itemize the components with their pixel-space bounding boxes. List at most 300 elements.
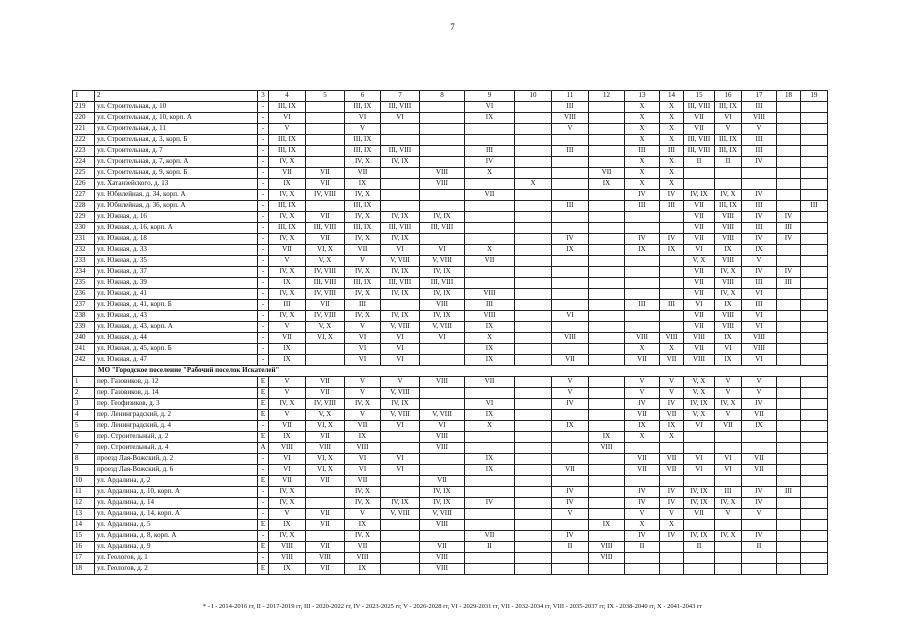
table-cell: Е bbox=[258, 377, 269, 388]
table-cell: X bbox=[660, 179, 684, 190]
table-cell: III bbox=[552, 146, 589, 157]
table-cell: VI bbox=[345, 344, 381, 355]
table-cell: VIII bbox=[589, 443, 625, 454]
table-cell: IV, IX bbox=[381, 267, 420, 278]
address-cell: ул. Южная, д. 41 bbox=[95, 289, 258, 300]
table-cell: III bbox=[777, 487, 801, 498]
table-cell: VII bbox=[269, 245, 306, 256]
table-cell bbox=[515, 113, 552, 124]
table-cell bbox=[552, 454, 589, 465]
table-cell: II bbox=[684, 542, 715, 553]
table-cell: - bbox=[258, 498, 269, 509]
table-cell: VIII bbox=[684, 333, 715, 344]
table-cell bbox=[777, 564, 801, 575]
table-cell bbox=[465, 388, 515, 399]
row-number-cell: 5 bbox=[73, 421, 95, 432]
table-cell: - bbox=[258, 322, 269, 333]
table-cell: VII bbox=[306, 432, 345, 443]
table-cell: III, VIII bbox=[381, 223, 420, 234]
table-cell: VIII bbox=[715, 322, 742, 333]
table-cell: X bbox=[625, 135, 660, 146]
table-cell: III bbox=[625, 201, 660, 212]
table-cell: - bbox=[258, 531, 269, 542]
table-cell: VI bbox=[420, 421, 465, 432]
table-cell: V bbox=[345, 256, 381, 267]
table-cell: III, IX bbox=[345, 223, 381, 234]
table-cell: III bbox=[742, 135, 777, 146]
table-cell bbox=[420, 465, 465, 476]
table-cell: VII bbox=[345, 168, 381, 179]
address-cell: ул. Ардалина, д. 5 bbox=[95, 520, 258, 531]
table-cell bbox=[552, 278, 589, 289]
section-row bbox=[73, 366, 828, 377]
table-cell bbox=[777, 344, 801, 355]
table-cell bbox=[742, 443, 777, 454]
table-cell: VI bbox=[684, 454, 715, 465]
table-cell: VIII bbox=[306, 443, 345, 454]
table-cell bbox=[801, 410, 828, 421]
table-cell bbox=[625, 553, 660, 564]
table-cell bbox=[420, 201, 465, 212]
table-cell: VI bbox=[345, 333, 381, 344]
table-cell: V bbox=[269, 256, 306, 267]
table-cell: V bbox=[715, 509, 742, 520]
table-cell: Е bbox=[258, 388, 269, 399]
table-cell bbox=[465, 234, 515, 245]
table-cell: IV, IX bbox=[420, 498, 465, 509]
table-cell bbox=[515, 476, 552, 487]
table-cell bbox=[801, 454, 828, 465]
table-cell: II bbox=[715, 157, 742, 168]
table-cell: V, VIII bbox=[381, 509, 420, 520]
table-cell: VII bbox=[660, 355, 684, 366]
section-title: МО "Городское поселение "Рабочий поселок Искателей" bbox=[95, 366, 828, 377]
table-cell: IV, X bbox=[345, 190, 381, 201]
table-cell bbox=[715, 520, 742, 531]
table-cell: IV bbox=[742, 234, 777, 245]
table-cell: - bbox=[258, 487, 269, 498]
table-cell bbox=[801, 476, 828, 487]
table-cell: IV, IX bbox=[420, 289, 465, 300]
table-cell: VI bbox=[684, 245, 715, 256]
table-cell bbox=[589, 102, 625, 113]
table-cell bbox=[589, 157, 625, 168]
table-row bbox=[73, 520, 828, 531]
table-cell bbox=[777, 300, 801, 311]
table-row bbox=[73, 399, 828, 410]
table-cell: - bbox=[258, 201, 269, 212]
table-cell: V bbox=[345, 322, 381, 333]
table-cell: VI, X bbox=[306, 421, 345, 432]
table-cell: - bbox=[258, 102, 269, 113]
table-cell bbox=[589, 388, 625, 399]
table-cell bbox=[684, 443, 715, 454]
table-cell bbox=[381, 201, 420, 212]
table-cell bbox=[589, 333, 625, 344]
table-cell: V bbox=[625, 377, 660, 388]
table-cell: V bbox=[552, 377, 589, 388]
table-cell: VIII bbox=[552, 113, 589, 124]
table-cell: III bbox=[660, 201, 684, 212]
table-cell: 7 bbox=[381, 91, 420, 102]
table-cell: VII bbox=[742, 465, 777, 476]
table-row bbox=[73, 322, 828, 333]
table-cell: VI bbox=[345, 355, 381, 366]
table-cell: III bbox=[660, 146, 684, 157]
table-cell bbox=[515, 234, 552, 245]
table-cell bbox=[715, 564, 742, 575]
row-number-cell: 4 bbox=[73, 410, 95, 421]
table-cell: Е bbox=[258, 432, 269, 443]
row-number-cell: 9 bbox=[73, 465, 95, 476]
table-cell: VII bbox=[306, 212, 345, 223]
table-cell bbox=[801, 113, 828, 124]
table-cell bbox=[465, 212, 515, 223]
table-cell: III bbox=[625, 300, 660, 311]
table-cell bbox=[801, 212, 828, 223]
table-cell: - bbox=[258, 146, 269, 157]
table-cell bbox=[465, 432, 515, 443]
table-cell bbox=[515, 443, 552, 454]
address-cell: ул. Ардалина, д. 14, корп. А bbox=[95, 509, 258, 520]
table-cell bbox=[589, 476, 625, 487]
table-cell: X bbox=[465, 168, 515, 179]
table-cell bbox=[381, 520, 420, 531]
table-cell: IV, X bbox=[715, 399, 742, 410]
address-cell: ул. Южная, д. 45, корп. Б bbox=[95, 344, 258, 355]
table-cell: V bbox=[715, 388, 742, 399]
table-row bbox=[73, 311, 828, 322]
table-cell: X bbox=[625, 168, 660, 179]
table-cell bbox=[742, 553, 777, 564]
table-cell: V bbox=[552, 509, 589, 520]
table-cell: VIII bbox=[715, 311, 742, 322]
row-number-cell: 6 bbox=[73, 432, 95, 443]
table-row bbox=[73, 267, 828, 278]
table-cell: VII bbox=[684, 212, 715, 223]
table-cell: 10 bbox=[515, 91, 552, 102]
table-cell bbox=[777, 432, 801, 443]
row-number-cell: 221 bbox=[73, 124, 95, 135]
table-cell: VII bbox=[660, 410, 684, 421]
table-cell bbox=[801, 377, 828, 388]
table-cell: V bbox=[269, 410, 306, 421]
table-cell bbox=[777, 333, 801, 344]
table-cell: VII bbox=[625, 410, 660, 421]
table-cell: VIII bbox=[420, 443, 465, 454]
table-cell bbox=[420, 135, 465, 146]
table-cell: VI bbox=[715, 454, 742, 465]
address-cell: ул. Южная, д. 18 bbox=[95, 234, 258, 245]
table-cell bbox=[801, 344, 828, 355]
row-number-cell: 237 bbox=[73, 300, 95, 311]
table-cell bbox=[465, 509, 515, 520]
table-cell: V bbox=[715, 124, 742, 135]
table-cell bbox=[465, 124, 515, 135]
table-cell bbox=[552, 553, 589, 564]
table-cell bbox=[801, 267, 828, 278]
table-cell: - bbox=[258, 311, 269, 322]
table-cell: VIII bbox=[420, 168, 465, 179]
table-cell bbox=[515, 278, 552, 289]
table-cell bbox=[801, 322, 828, 333]
table-cell: III, VIII bbox=[420, 223, 465, 234]
table-cell: - bbox=[258, 245, 269, 256]
table-cell bbox=[801, 278, 828, 289]
table-cell: III bbox=[660, 300, 684, 311]
table-cell: X bbox=[625, 520, 660, 531]
table-cell: - bbox=[258, 553, 269, 564]
table-cell bbox=[420, 234, 465, 245]
table-cell: V bbox=[625, 509, 660, 520]
table-cell: 5 bbox=[306, 91, 345, 102]
table-cell bbox=[306, 201, 345, 212]
table-cell bbox=[515, 410, 552, 421]
table-cell bbox=[684, 564, 715, 575]
table-cell: - bbox=[258, 234, 269, 245]
section-spacer bbox=[73, 366, 95, 377]
table-cell: IV bbox=[660, 498, 684, 509]
table-cell: VII bbox=[465, 190, 515, 201]
table-cell: II bbox=[552, 542, 589, 553]
table-cell: III, IX bbox=[715, 102, 742, 113]
address-cell: 2 bbox=[95, 91, 258, 102]
address-cell: ул. Южная, д. 16, корп. А bbox=[95, 223, 258, 234]
table-cell: VI bbox=[742, 355, 777, 366]
table-row bbox=[73, 289, 828, 300]
table-cell: X bbox=[625, 124, 660, 135]
table-cell bbox=[589, 234, 625, 245]
table-cell: VII bbox=[306, 234, 345, 245]
table-cell bbox=[625, 278, 660, 289]
table-cell: X bbox=[660, 135, 684, 146]
table-cell: IV, IX bbox=[420, 212, 465, 223]
table-cell: 9 bbox=[465, 91, 515, 102]
table-cell: VII bbox=[660, 454, 684, 465]
table-cell: VII bbox=[269, 421, 306, 432]
table-cell: III, IX bbox=[345, 102, 381, 113]
table-cell: IV, X bbox=[269, 157, 306, 168]
table-cell bbox=[777, 520, 801, 531]
row-number-cell: 8 bbox=[73, 454, 95, 465]
table-cell: V bbox=[345, 410, 381, 421]
table-cell: VI bbox=[269, 113, 306, 124]
table-cell bbox=[552, 289, 589, 300]
table-cell: V, X bbox=[306, 256, 345, 267]
table-cell bbox=[515, 333, 552, 344]
table-cell: 6 bbox=[345, 91, 381, 102]
table-cell: III bbox=[742, 102, 777, 113]
table-cell bbox=[420, 454, 465, 465]
table-cell bbox=[777, 377, 801, 388]
table-cell: - bbox=[258, 355, 269, 366]
table-cell bbox=[515, 245, 552, 256]
table-cell: IX bbox=[660, 421, 684, 432]
table-cell: V, X bbox=[684, 256, 715, 267]
table-cell: VIII bbox=[420, 432, 465, 443]
table-cell: VIII bbox=[269, 542, 306, 553]
table-cell: VII bbox=[269, 333, 306, 344]
table-cell: - bbox=[258, 212, 269, 223]
table-cell: VII bbox=[684, 311, 715, 322]
table-cell: III, IX bbox=[345, 278, 381, 289]
footnote: * - I - 2014-2016 гг, II - 2017-2019 гг, III - 2020-2022 гг, IV - 2023-2025 гг, V - 2026-2028 гг, VI - 2029-2031 гг, VII - 2032-2034 гг, VIII - 2035-2037 гг, IX - 2038-2040 гг, X - 2041-2043 гг bbox=[202, 603, 703, 610]
table-cell: IV bbox=[625, 399, 660, 410]
table-row bbox=[73, 377, 828, 388]
table-cell: IV, VIII bbox=[306, 267, 345, 278]
table-cell bbox=[306, 355, 345, 366]
table-cell: V bbox=[715, 410, 742, 421]
table-cell: VI bbox=[345, 454, 381, 465]
table-cell: IV, VIII bbox=[306, 289, 345, 300]
table-cell bbox=[420, 531, 465, 542]
table-cell: VII bbox=[684, 509, 715, 520]
table-cell: IV, IX bbox=[684, 399, 715, 410]
table-cell: VIII bbox=[715, 223, 742, 234]
table-cell: X bbox=[625, 179, 660, 190]
table-cell bbox=[552, 157, 589, 168]
table-cell bbox=[552, 168, 589, 179]
row-number-cell: 222 bbox=[73, 135, 95, 146]
table-cell bbox=[801, 234, 828, 245]
table-cell: - bbox=[258, 465, 269, 476]
row-number-cell: 236 bbox=[73, 289, 95, 300]
table-cell bbox=[660, 212, 684, 223]
table-cell bbox=[801, 399, 828, 410]
table-row bbox=[73, 333, 828, 344]
table-cell bbox=[589, 311, 625, 322]
table-row bbox=[73, 432, 828, 443]
table-cell: VII bbox=[684, 344, 715, 355]
table-cell: III bbox=[742, 201, 777, 212]
table-cell: VII bbox=[589, 168, 625, 179]
address-cell: ул. Южная, д. 41, корп. Б bbox=[95, 300, 258, 311]
table-cell bbox=[801, 146, 828, 157]
table-cell bbox=[589, 212, 625, 223]
table-cell bbox=[715, 553, 742, 564]
table-cell bbox=[589, 531, 625, 542]
table-cell: V bbox=[345, 509, 381, 520]
table-cell: VI bbox=[381, 465, 420, 476]
table-row bbox=[73, 124, 828, 135]
table-cell bbox=[515, 190, 552, 201]
table-cell: VII bbox=[420, 476, 465, 487]
table-cell: III bbox=[742, 300, 777, 311]
table-cell bbox=[777, 443, 801, 454]
table-cell bbox=[589, 454, 625, 465]
table-cell: IV, X bbox=[345, 531, 381, 542]
table-cell bbox=[306, 531, 345, 542]
table-cell: VII bbox=[306, 509, 345, 520]
row-number-cell: 18 bbox=[73, 564, 95, 575]
address-cell: пер. Ленинградский, д. 4 bbox=[95, 421, 258, 432]
table-cell: V bbox=[269, 322, 306, 333]
table-cell: IV bbox=[742, 157, 777, 168]
table-cell: IX bbox=[715, 355, 742, 366]
table-cell: VII bbox=[345, 245, 381, 256]
table-cell bbox=[660, 289, 684, 300]
table-cell: VII bbox=[742, 454, 777, 465]
table-cell bbox=[515, 157, 552, 168]
table-cell: III, VIII bbox=[684, 146, 715, 157]
table-cell bbox=[777, 146, 801, 157]
table-cell: IV, X bbox=[269, 212, 306, 223]
table-cell bbox=[381, 168, 420, 179]
table-cell bbox=[515, 465, 552, 476]
table-cell bbox=[801, 443, 828, 454]
table-cell: VIII bbox=[420, 564, 465, 575]
table-cell: V bbox=[742, 388, 777, 399]
table-cell: VI, X bbox=[306, 245, 345, 256]
table-cell: IV, IX bbox=[684, 190, 715, 201]
table-cell bbox=[381, 179, 420, 190]
table-cell: - bbox=[258, 113, 269, 124]
table-cell: - bbox=[258, 179, 269, 190]
table-cell bbox=[715, 476, 742, 487]
table-cell: IV bbox=[660, 531, 684, 542]
table-cell bbox=[515, 344, 552, 355]
table-cell: X bbox=[660, 520, 684, 531]
table-cell: V bbox=[269, 388, 306, 399]
table-cell: - bbox=[258, 289, 269, 300]
table-cell: III bbox=[777, 223, 801, 234]
address-cell: проезд Лая-Вожский, д. 6 bbox=[95, 465, 258, 476]
table-row bbox=[73, 476, 828, 487]
table-cell: IV bbox=[742, 531, 777, 542]
table-cell: V, X bbox=[684, 377, 715, 388]
address-cell: пер. Газовиков, д. 12 bbox=[95, 377, 258, 388]
table-cell: IV bbox=[660, 399, 684, 410]
table-cell: V, VIII bbox=[420, 256, 465, 267]
table-cell bbox=[515, 102, 552, 113]
table-cell bbox=[306, 498, 345, 509]
row-number-cell: 16 bbox=[73, 542, 95, 553]
table-cell bbox=[552, 410, 589, 421]
row-number-cell: 1 bbox=[73, 91, 95, 102]
table-cell: VIII bbox=[684, 355, 715, 366]
table-cell: VI bbox=[381, 355, 420, 366]
table-cell: IV, X bbox=[269, 531, 306, 542]
table-cell: IV, IX bbox=[684, 487, 715, 498]
table-cell bbox=[515, 135, 552, 146]
address-cell: ул. Юбилейная, д. 36, корп. А bbox=[95, 201, 258, 212]
address-cell: ул. Строительная, д. 9, корп. Б bbox=[95, 168, 258, 179]
table-cell bbox=[420, 355, 465, 366]
address-cell: ул. Южная, д. 47 bbox=[95, 355, 258, 366]
table-cell: IV bbox=[465, 157, 515, 168]
table-cell bbox=[684, 476, 715, 487]
row-number-cell: 13 bbox=[73, 509, 95, 520]
table-cell: III, IX bbox=[345, 135, 381, 146]
table-cell: IX bbox=[345, 432, 381, 443]
table-cell bbox=[589, 322, 625, 333]
table-cell: VI bbox=[715, 465, 742, 476]
table-cell bbox=[715, 542, 742, 553]
table-cell bbox=[801, 421, 828, 432]
table-cell: VII bbox=[715, 421, 742, 432]
table-cell: IV bbox=[660, 487, 684, 498]
row-number-cell: 7 bbox=[73, 443, 95, 454]
row-number-cell: 14 bbox=[73, 520, 95, 531]
table-cell bbox=[589, 465, 625, 476]
table-cell bbox=[801, 487, 828, 498]
table-cell bbox=[777, 355, 801, 366]
table-cell: VIII bbox=[742, 333, 777, 344]
table-cell: II bbox=[465, 542, 515, 553]
table-cell bbox=[552, 322, 589, 333]
table-cell bbox=[801, 564, 828, 575]
table-cell bbox=[801, 102, 828, 113]
